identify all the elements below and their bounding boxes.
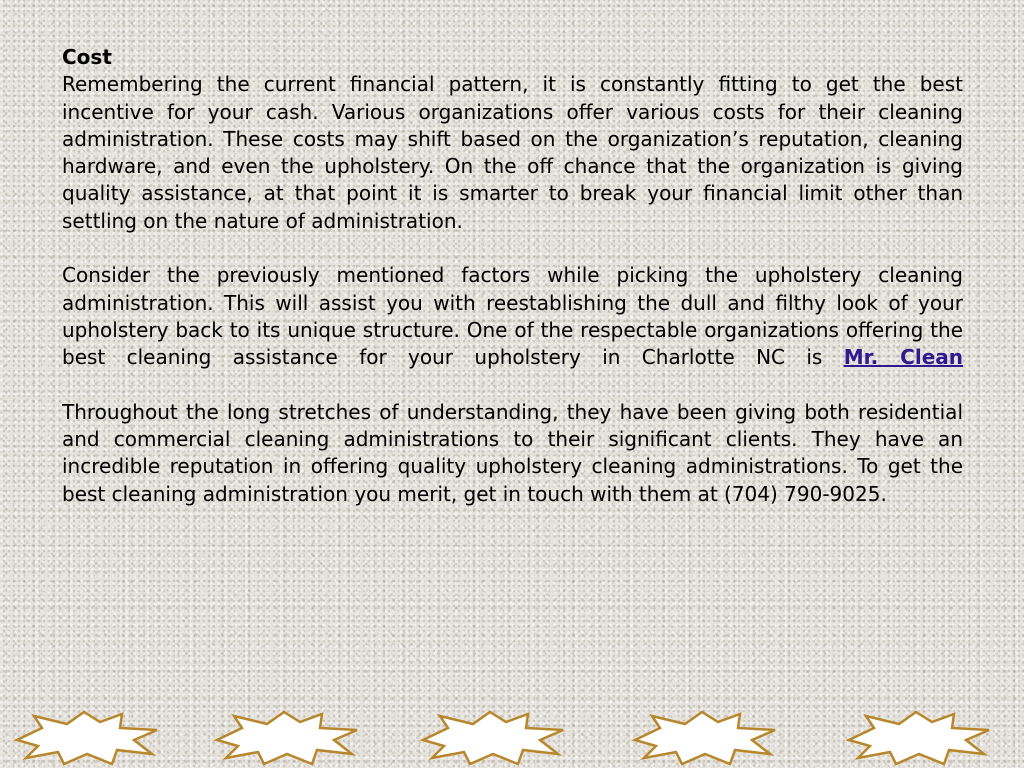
decorative-bursts-row [0, 700, 1024, 768]
paragraph-factors [62, 262, 963, 371]
mr-clean-link[interactable]: Mr. Clean [843, 345, 963, 370]
starburst-outline-icon [418, 706, 568, 768]
starburst-outline-icon [212, 706, 362, 768]
paragraph-experience: Throughout the long stretches of understanding, they have been giving both residential and commercial cleaning administrations to their significant clients. They have an incredible reputation in offering quality upholstery cleaning administrations. To get the best cleaning administration you merit, get in touch with them at (704) 790-9025. [62, 399, 963, 506]
section-heading: Cost [62, 45, 112, 69]
paragraph-cost: Remembering the current financial pattern, it is constantly fitting to get the best incentive for your cash. Various organizations offer various costs for their cleaning administration. These costs may shift based on the organization’s reputation, cleaning hardware, and even the upholstery. On the off chance that the organization is giving quality assistance, at that point it is smarter to break your financial limit other than settling on the nature of administration. [62, 72, 963, 233]
starburst-outline-icon [12, 706, 162, 768]
starburst-outline-icon [630, 706, 780, 768]
starburst-outline-icon [844, 706, 994, 768]
paragraph-factors-text: Consider the previously mentioned factors while picking the upholstery cleaning administration. This will assist you with reestablishing the dull and filthy look of your upholstery back to its unique structure. One of the respectable organizations offering the best cleaning assistance for your upholstery in Charlotte NC is [62, 263, 963, 370]
slide-content [62, 44, 963, 508]
